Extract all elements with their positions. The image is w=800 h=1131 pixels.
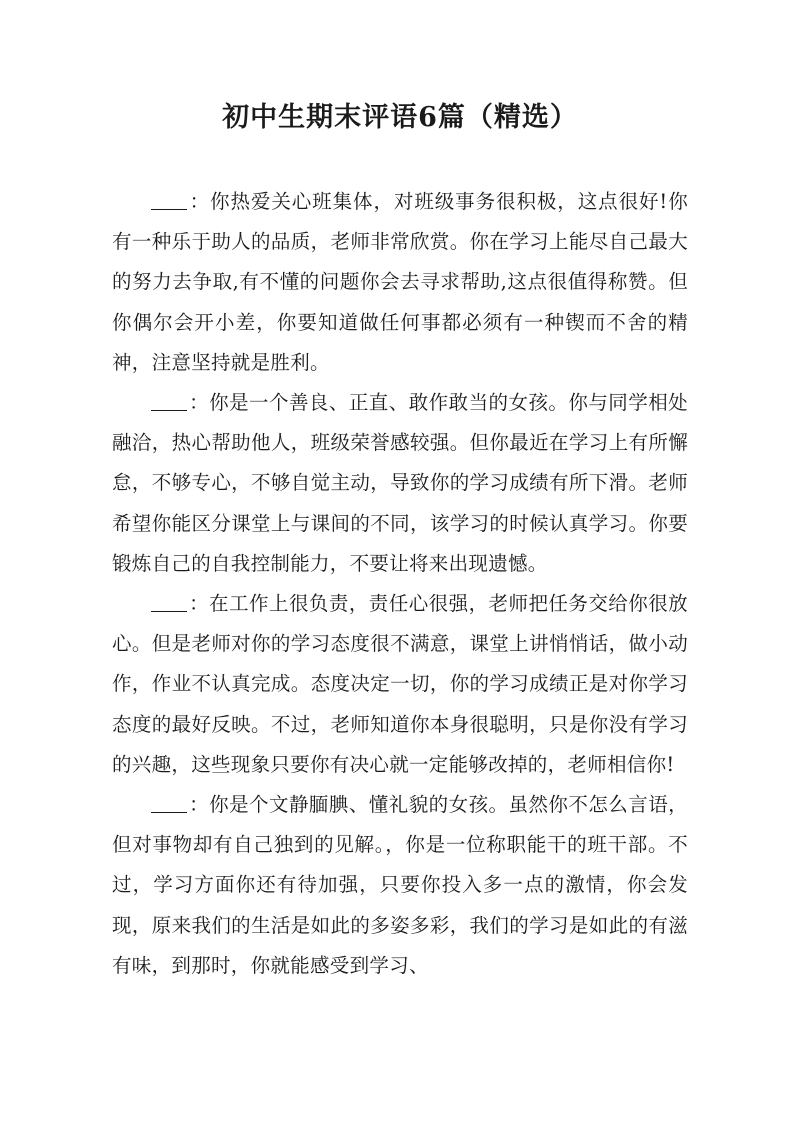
comment-text-2: ：你是一个善良、正直、敢作敢当的女孩。你与同学相处融洽，热心帮助他人，班级荣誉感较强。但你最近在学习上有所懈怠，不够专心，不够自觉主动，导致你的学习成绩有所下滑。老师希望你能区分课堂上与课间的不同，该学习的时候认真学习。你要锻炼自己的自我控制能力，不要让将来出现遗憾。 bbox=[112, 391, 688, 575]
name-blank-1 bbox=[151, 190, 187, 211]
comment-paragraph-4 bbox=[112, 785, 688, 986]
document-body bbox=[112, 182, 688, 986]
comment-text-4: ：你是个文静腼腆、懂礼貌的女孩。虽然你不怎么言语，但对事物却有自己独到的见解。，你是一位称职能干的班干部。不过，学习方面你还有待加强，只要你投入多一点的激情，你会发现，原来我们的生活是如此的多姿多彩，我们的学习是如此的有滋有味，到那时，你就能感受到学习、 bbox=[112, 793, 688, 977]
comment-paragraph-3 bbox=[112, 584, 688, 785]
document-title: 初中生期末评语6篇（精选） bbox=[222, 102, 578, 133]
comment-paragraph-2 bbox=[112, 383, 688, 584]
name-blank-4 bbox=[151, 793, 187, 814]
comment-paragraph-1 bbox=[112, 182, 688, 383]
comment-text-1: ：你热爱关心班集体，对班级事务很积极，这点很好!你有一种乐于助人的品质，老师非常欣赏。你在学习上能尽自己最大的努力去争取,有不懂的问题你会去寻求帮助,这点很值得称赞。但你偶尔会开小差，你要知道做任何事都必须有一种锲而不舍的精神，注意坚持就是胜利。 bbox=[112, 190, 688, 374]
name-blank-3 bbox=[151, 592, 187, 613]
comment-text-3: ：在工作上很负责，责任心很强，老师把任务交给你很放心。但是老师对你的学习态度很不满意，课堂上讲悄悄话，做小动作，作业不认真完成。态度决定一切，你的学习成绩正是对你学习态度的最好反映。不过，老师知道你本身很聪明，只是你没有学习的兴趣，这些现象只要你有决心就一定能够改掉的，老师相信你! bbox=[112, 592, 688, 776]
name-blank-2 bbox=[151, 391, 187, 412]
